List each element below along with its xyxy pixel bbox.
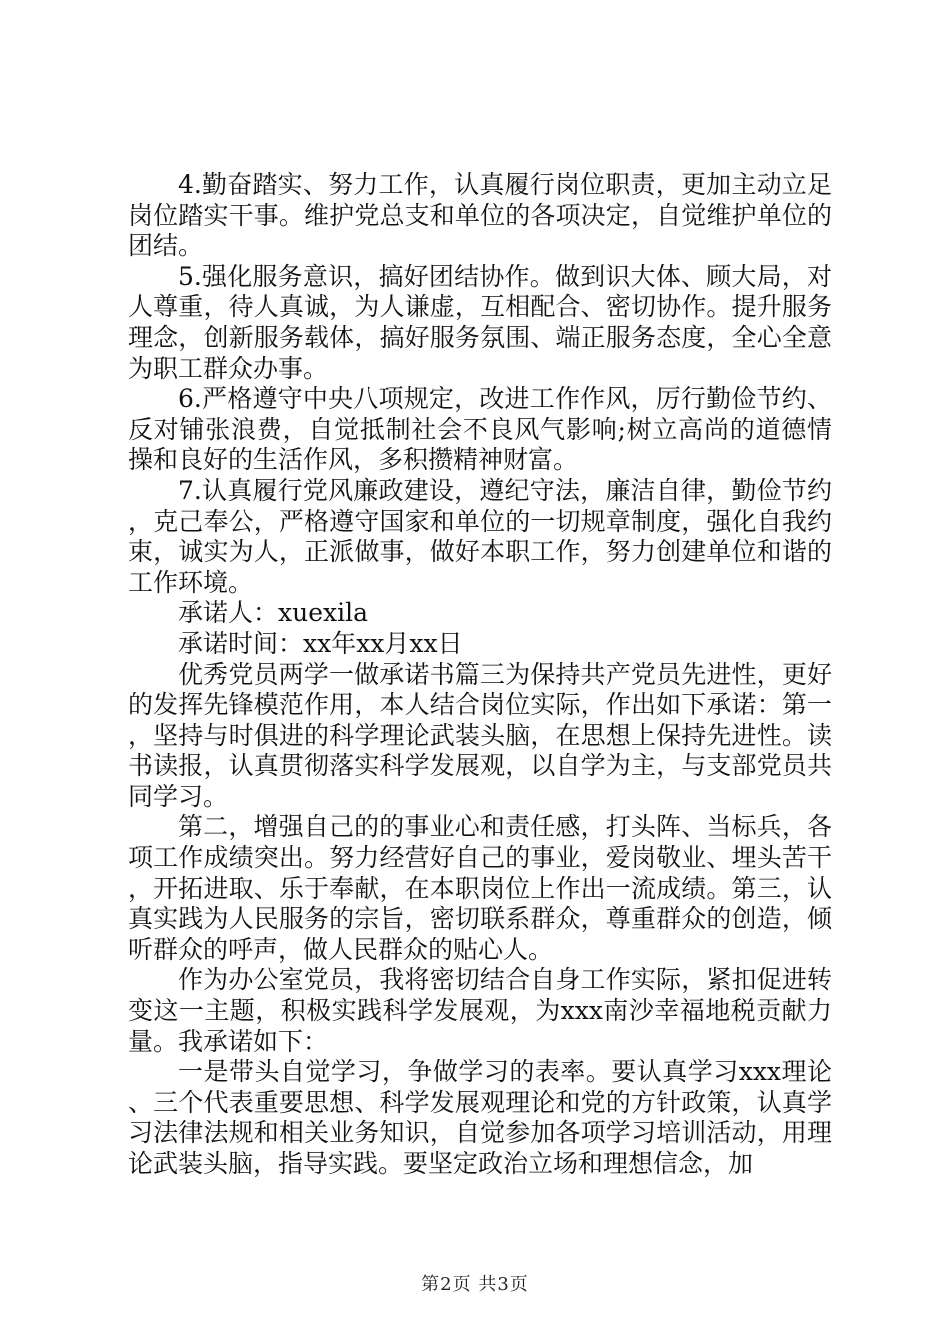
promisor-line: 承诺人：xuexila <box>178 598 368 628</box>
page-number-footer: 第2页 共3页 <box>421 1274 529 1295</box>
paragraph-study-lead: 一是带头自觉学习，争做学习的表率。要认真学习xxx理论、三个代表重要思想、科学发展观理论和党的方针政策，认真学习法律法规和相关业务知识，自觉参加各项学习培训活动，用理论武装头脑，指导实践。要坚定政治立场和理想信念，加 <box>128 1057 832 1178</box>
document-body <box>128 170 832 1180</box>
paragraph-office-member: 作为办公室党员，我将密切结合自身工作实际，紧扣促进转变这一主题，积极实践科学发展观，为xxx南沙幸福地税贡献力量。我承诺如下： <box>128 965 832 1056</box>
promise-date-line: 承诺时间：xx年xx月xx日 <box>178 628 463 658</box>
paragraph-item-7: 7.认真履行党风廉政建设，遵纪守法，廉洁自律，勤俭节约，克己奉公，严格遵守国家和单位的一切规章制度，强化自我约束，诚实为人，正派做事，做好本职工作，努力创建单位和谐的工作环境。 <box>128 475 832 597</box>
paragraph-item-5: 5.强化服务意识，搞好团结协作。做到识大体、顾大局，对人尊重，待人真诚，为人谦虚，互相配合、密切协作。提升服务理念，创新服务载体，搞好服务氛围、端正服务态度，全心全意为职工群众办事。 <box>128 261 832 383</box>
paragraph-second-third: 第二，增强自己的的事业心和责任感，打头阵、当标兵，各项工作成绩突出。努力经营好自己的事业，爱岗敬业、埋头苦干，开拓进取、乐于奉献，在本职岗位上作出一流成绩。第三，认真实践为人民服务的宗旨，密切联系群众，尊重群众的创造，倾听群众的呼声，做人民群众的贴心人。 <box>128 812 832 964</box>
paragraph-section-three: 优秀党员两学一做承诺书篇三为保持共产党员先进性，更好的发挥先锋模范作用，本人结合岗位实际，作出如下承诺：第一，坚持与时俱进的科学理论武装头脑，在思想上保持先进性。读书读报，认真贯彻落实科学发展观，以自学为主，与支部党员共同学习。 <box>128 659 832 811</box>
paragraph-item-6: 6.严格遵守中央八项规定，改进工作作风，厉行勤俭节约、反对铺张浪费，自觉抵制社会不良风气影响;树立高尚的道德情操和良好的生活作风，多积攒精神财富。 <box>128 384 832 475</box>
paragraph-item-4: 4.勤奋踏实、努力工作，认真履行岗位职责，更加主动立足岗位踏实干事。维护党总支和单位的各项决定，自觉维护单位的团结。 <box>128 170 832 261</box>
